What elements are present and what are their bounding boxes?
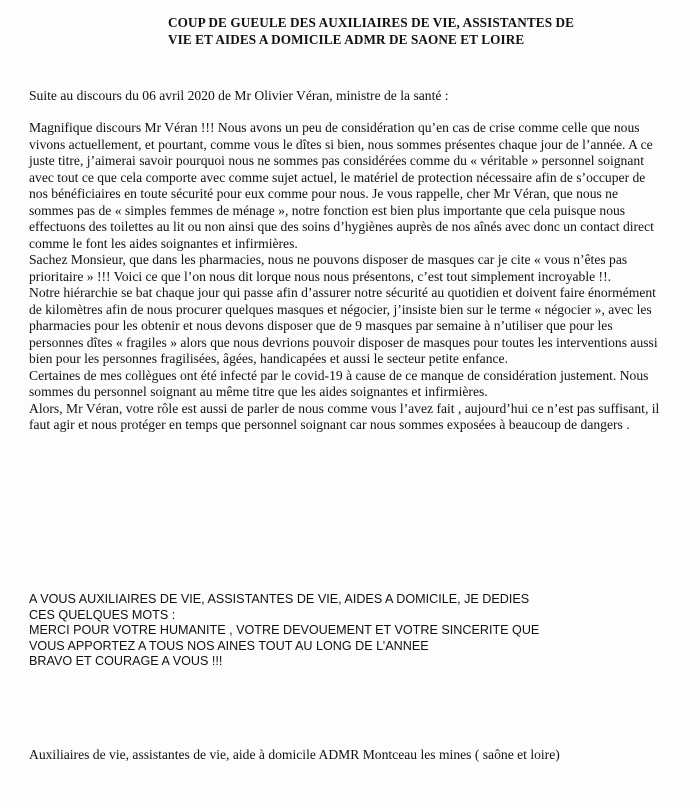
paragraph-1: Magnifique discours Mr Véran !!! Nous avons un peu de considération qu’en cas de crise comme celle que nous vivons actuellement, et pourtant, comme vous le dîtes si bien, nous sommes présentes chaque jour de l’année. A ce juste titre, j’aimerai savoir pourquoi nous ne sommes pas considérées comme du « véritable » personnel soignant avec tout ce que cela comporte avec comme sujet actuel, le matériel de protection nécessaire afin de s’occuper de nos bénéficiaires en toute sécurité pour eux comme pour nous. Je vous rappelle, cher Mr Véran, que nous ne sommes pas de « simples femmes de ménage », notre fonction est bien plus importante que cela puisque nous effectuons des toilettes au lit ou non ainsi que des soins d’hygiènes auprès de nos aînés avec donc un contact direct comme le font les aides soignantes et infirmières. (29, 120, 654, 251)
paragraph-3: Notre hiérarchie se bat chaque jour qui passe afin d’assurer notre sécurité au quotidien et doivent faire énormément de kilomètres afin de nous procurer quelques masques et négocier, j’insiste bien sur le terme « négocier », avec les pharmacies pour les obtenir et nous devons disposer que de 9 masques par semaine à n’utiliser que pour les personnes dîtes « fragiles » alors que nous devrions pouvoir disposer de masques pour toutes les interventions aussi bien pour les personnes fragilisées, âgées, handicapées et aussi le secteur petite enfance. (29, 285, 658, 366)
intro-line: Suite au discours du 06 avril 2020 de Mr Olivier Véran, ministre de la santé : (29, 88, 449, 103)
title-line-1: COUP DE GUEULE DES AUXILIAIRES DE VIE, ASSISTANTES DE (168, 15, 575, 30)
dedication-line-5: BRAVO ET COURAGE A VOUS !!! (29, 654, 223, 668)
title-line-2: VIE ET AIDES A DOMICILE ADMR DE SAONE ET LOIRE (168, 32, 525, 47)
paragraph-5: Alors, Mr Véran, votre rôle est aussi de parler de nous comme vous l’avez fait , aujourd’hui ce n’est pas suffisant, il faut agir et nous protéger en temps que personnel soignant car nous sommes exposées à beaucoup de dangers . (29, 400, 660, 432)
paragraph-2: Sachez Monsieur, que dans les pharmacies, nous ne pouvons disposer de masques car je cite « vous n’êtes pas prioritaire » !!! Voici ce que l’on nous dit lorque nous nous présentons, c’est tout simplement incroyable !!. (29, 252, 628, 284)
dedication-line-3: MERCI POUR VOTRE HUMANITE , VOTRE DEVOUEMENT ET VOTRE SINCERITE QUE (29, 623, 540, 637)
dedication-line-4: VOUS APPORTEZ A TOUS NOS AINES TOUT AU LONG DE L’ANNEE (29, 638, 429, 653)
signature-line: Auxiliaires de vie, assistantes de vie, aide à domicile ADMR Montceau les mines ( saône et loire) (29, 747, 560, 762)
letter-body (29, 120, 665, 434)
letter-title (168, 14, 628, 48)
dedication-line-2: CES QUELQUES MOTS : (29, 607, 176, 622)
dedication-block (29, 592, 669, 670)
paragraph-4: Certaines de mes collègues ont été infecté par le covid-19 à cause de ce manque de considération justement. Nous sommes du personnel soignant au même titre que les aides soignantes et infirmières. (29, 367, 649, 399)
dedication-line-1: A VOUS AUXILIAIRES DE VIE, ASSISTANTES DE VIE, AIDES A DOMICILE, JE DEDIES (29, 592, 530, 606)
